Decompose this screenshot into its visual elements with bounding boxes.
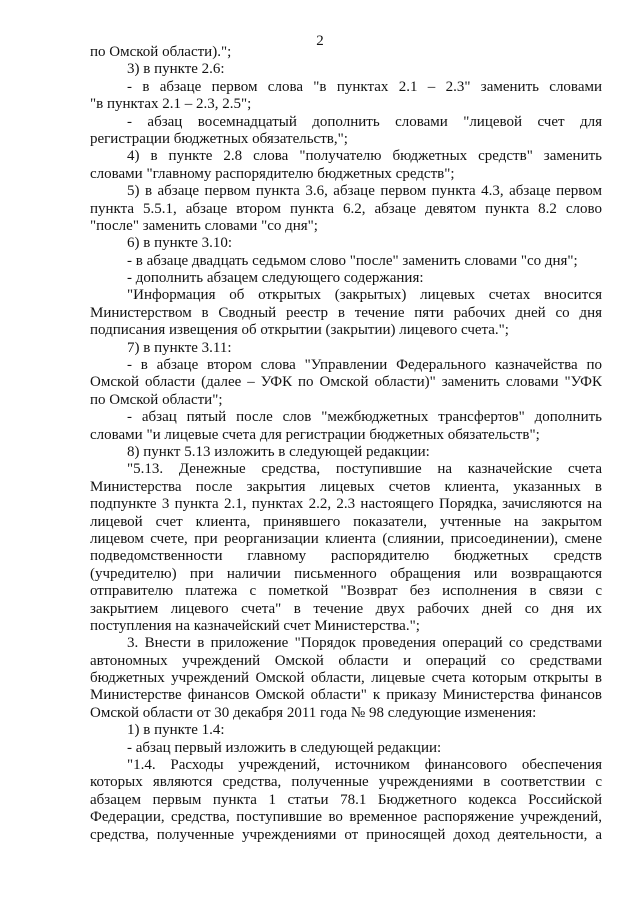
text-line: (учредителю) при наличии письменного обращения или возвращаются <box>90 565 602 582</box>
text-line: 7) в пункте 3.11: <box>127 339 232 356</box>
text-line: "в пунктах 2.1 – 2.3, 2.5"; <box>90 96 252 113</box>
text-line: - абзац первый изложить в следующей редакции: <box>127 739 442 756</box>
text-line: 8) пункт 5.13 изложить в следующей редакции: <box>127 443 430 460</box>
text-line: подписания извещения об открытии (закрытии) лицевого счета."; <box>90 322 509 339</box>
text-line: лицевом счете, при реорганизации клиента (слиянии, присоединении), смене <box>90 530 602 547</box>
text-line: бюджетных учреждений Омской области, лицевые счета которым открыты в <box>90 670 602 687</box>
text-line: 3) в пункте 2.6: <box>127 61 225 78</box>
text-line: лицевой счет клиента, принявшего показатели, учтенные на закрытом <box>90 513 602 530</box>
text-line: "после" заменить словами "со дня"; <box>90 217 318 234</box>
text-line: автономных учреждений Омской области и операций со средствами <box>90 652 602 669</box>
text-line: отправителю платежа с пометкой "Возврат без исполнения в связи с <box>90 583 602 600</box>
text-line: "Информация об открытых (закрытых) лицевых счетах вносится <box>127 287 602 304</box>
text-line: поступления на казначейский счет Министерства."; <box>90 617 420 634</box>
text-line: - абзац восемнадцатый дополнить словами "лицевой счет для <box>127 113 602 130</box>
page-number: 2 <box>316 33 324 49</box>
text-line: 4) в пункте 2.8 слова "получателю бюджетных средств" заменить <box>127 148 602 165</box>
text-line: средства, полученные учреждениями от приносящей доход деятельности, а <box>90 826 602 843</box>
text-line: словами "и лицевые счета для регистрации бюджетных обязательств"; <box>90 426 540 443</box>
text-line: регистрации бюджетных обязательств,"; <box>90 130 348 147</box>
text-line: закрытием лицевого счета" в течение двух рабочих дней со дня их <box>90 600 602 617</box>
text-line: Омской области от 30 декабря 2011 года № 98 следующие изменения: <box>90 704 537 721</box>
text-line: по Омской области"; <box>90 391 223 408</box>
text-line: Омской области (далее – УФК по Омской области)" заменить словами "УФК <box>90 374 602 391</box>
text-line: абзацем первым пункта 1 статьи 78.1 Бюджетного кодекса Российской <box>90 791 602 808</box>
text-line: 1) в пункте 1.4: <box>127 722 225 739</box>
text-line: - в абзаце первом слова "в пунктах 2.1 – 2.3" заменить словами <box>127 78 602 95</box>
text-line: - в абзаце двадцать седьмом слово "после" заменить словами "со дня"; <box>127 252 578 269</box>
text-line: - дополнить абзацем следующего содержания: <box>127 270 424 287</box>
text-line: подведомственности главному распорядителю бюджетных средств <box>90 548 602 565</box>
text-line: "1.4. Расходы учреждений, источником финансового обеспечения <box>127 757 602 774</box>
text-line: Министерства после закрытия лицевых счетов клиента, указанных в <box>90 478 602 495</box>
text-line: - абзац пятый после слов "межбюджетных трансфертов" дополнить <box>127 409 602 426</box>
document-body <box>90 44 602 844</box>
text-line: подпункте 3 пункта 2.1, пунктах 2.2, 2.3 настоящего Порядка, зачисляются на <box>90 496 602 513</box>
text-line: Министерством в Сводный реестр в течение пяти рабочих дней со дня <box>90 304 602 321</box>
text-line: словами "главному распорядителю бюджетных средств"; <box>90 165 455 182</box>
text-line: Федерации, средства, поступившие во временное распоряжение учреждений, <box>90 809 602 826</box>
text-line: - в абзаце втором слова "Управлении Федерального казначейства по <box>127 357 602 374</box>
text-line: которых являются средства, полученные учреждениями в соответствии с <box>90 774 602 791</box>
text-line: 3. Внести в приложение "Порядок проведения операций со средствами <box>127 635 602 652</box>
text-line: пункта 5.5.1, абзаце втором пункта 6.2, абзаце девятом пункта 8.2 слово <box>90 200 602 217</box>
text-line: "5.13. Денежные средства, поступившие на казначейские счета <box>127 461 602 478</box>
text-line: 5) в абзаце первом пункта 3.6, абзаце первом пункта 4.3, абзаце первом <box>127 183 602 200</box>
text-line: по Омской области)."; <box>90 44 232 60</box>
text-line: 6) в пункте 3.10: <box>127 235 233 252</box>
text-line: Министерстве финансов Омской области" к приказу Министерства финансов <box>90 687 602 704</box>
